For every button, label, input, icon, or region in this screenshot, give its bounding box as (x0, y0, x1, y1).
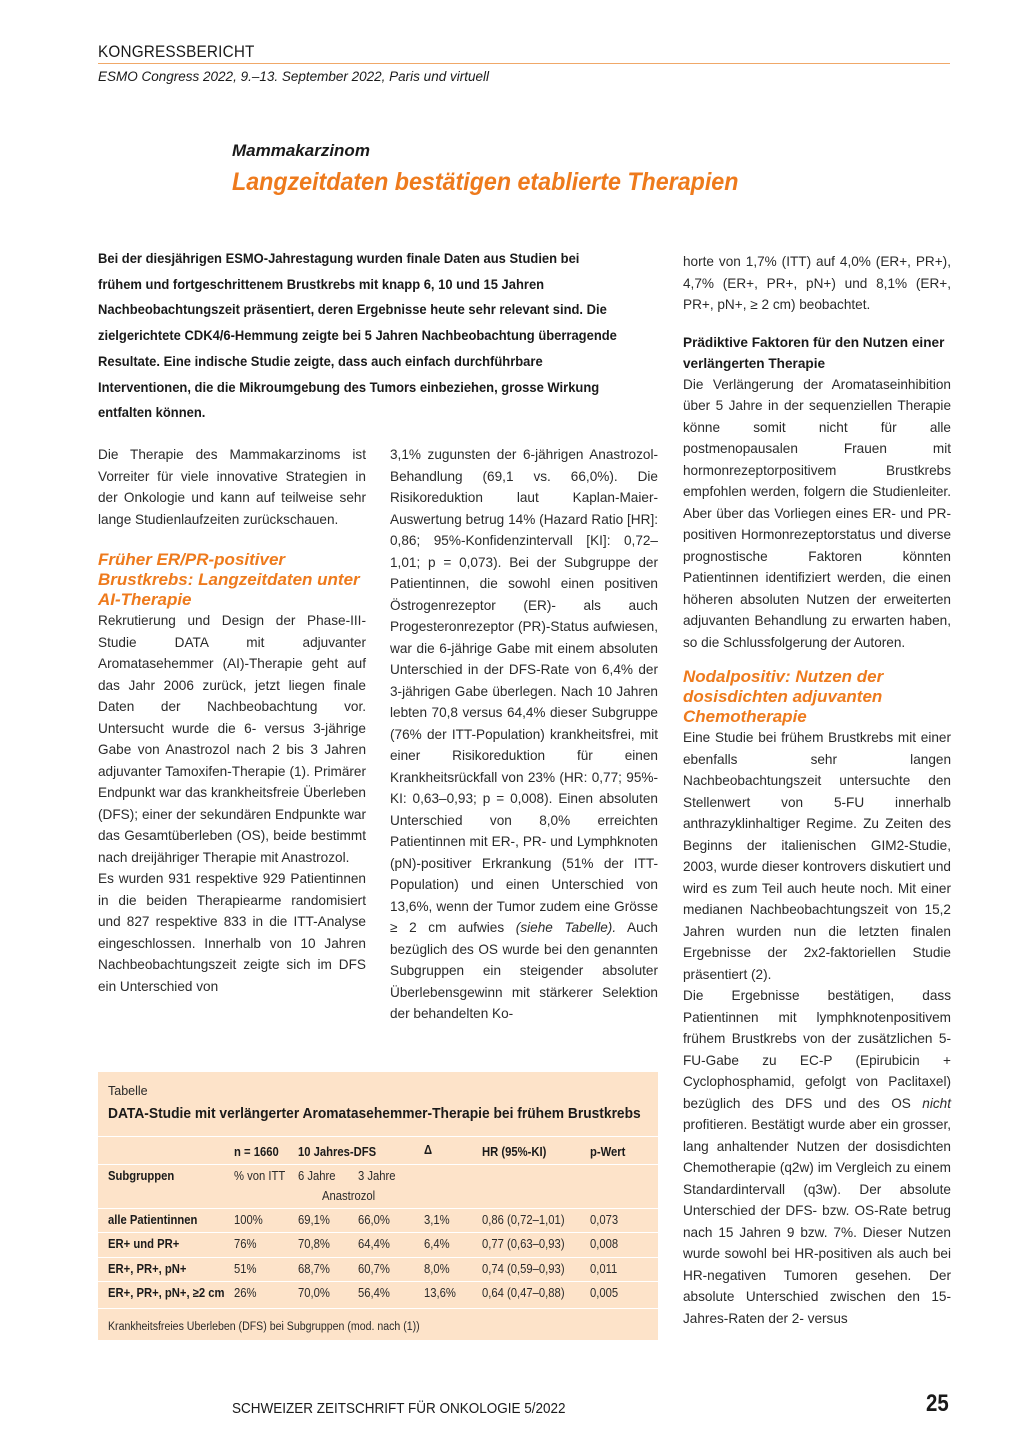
table-subheader-6y: 6 Jahre (298, 1169, 336, 1183)
table-cell-group: alle Patientinnen (108, 1213, 198, 1227)
table-cell-6y: 70,0% (298, 1286, 330, 1300)
table-cell-hr: 0,64 (0,47–0,88) (482, 1286, 565, 1300)
intro-paragraph: Die Therapie des Mammakarzinoms ist Vorreiter für viele innovative Strategien in der Onkologie und kann auf teilweise sehr lange Studienlaufzeiten zurückschauen. (98, 447, 366, 527)
table-header-hr: HR (95%-KI) (482, 1145, 547, 1159)
column-2 (390, 444, 658, 1025)
table-cell-delta: 8,0% (424, 1262, 450, 1276)
table-cell-3y: 64,4% (358, 1237, 390, 1251)
paragraph: Eine Studie bei frühem Brustkrebs mit einer ebenfalls sehr langen Nachbeobachtungszeit untersuchte den Stellenwert von 5-FU innerhalb anthrazyklinhaltiger Regime. Zu Zeiten des Beginns der italienischen GIM2-Studie, 2003, wurde dieser kontrovers diskutiert und wird es zum Teil auch heute noch. Mit einer medianen Nachbeobachtungszeit von 15,2 Jahren wurden nun die letzten finalen Ergebnisse der 2x2-faktoriellen Studie präsentiert (2). (683, 730, 951, 982)
table-subheader-pct: % von ITT (234, 1169, 286, 1183)
table-reference: (siehe Tabelle). (515, 920, 617, 935)
subheading-data-study: Früher ER/PR-positiver Brustkrebs: Langzeitdaten unter AI-Therapie (98, 550, 360, 609)
table-cell-p: 0,005 (590, 1286, 619, 1300)
table-cell-3y: 66,0% (358, 1213, 390, 1227)
lead-text: Bei der diesjährigen ESMO-Jahrestagung wurden finale Daten aus Studien bei frühem und fortgeschrittenem Brustkrebs mit knapp 6, 10 und 15 Jahren Nachbeobachtungszeit präsentiert, deren Ergebnisse heute sehr relevant sind. Die zielgerichtete CDK4/6-Hemmung zeigte bei 5 Jahren Nachbeobachtung überragende Resultate. Eine indische Studie zeigte, dass auch einfach durchführbare Interventionen, die die Mikroumgebung des Tumors einbeziehen, grosse Wirkung entfalten können. (98, 251, 617, 421)
table-rule (98, 1232, 658, 1233)
table-header-dfs: 10 Jahres-DFS (298, 1145, 377, 1159)
table-subheader-3y: 3 Jahre (358, 1169, 396, 1183)
table-cell-p: 0,073 (590, 1213, 619, 1227)
table-cell-hr: 0,86 (0,72–1,01) (482, 1213, 565, 1227)
table-cell-group: ER+, PR+, pN+ (108, 1262, 187, 1276)
table-cell-delta: 6,4% (424, 1237, 450, 1251)
table-header-p: p-Wert (590, 1145, 626, 1159)
table-cell-delta: 3,1% (424, 1213, 450, 1227)
table-cell-hr: 0,74 (0,59–0,93) (482, 1262, 565, 1276)
column-1 (98, 444, 366, 997)
table-cell-3y: 56,4% (358, 1286, 390, 1300)
table-subheader-group: Subgruppen (108, 1169, 175, 1183)
article-title: Langzeitdaten bestätigen etablierte Therapien (232, 168, 739, 196)
table-rule (98, 1257, 658, 1258)
table-cell-pct: 76% (234, 1237, 257, 1251)
table-cell-group: ER+ und PR+ (108, 1237, 180, 1251)
paragraph-text: Auch bezüglich des OS wurde bei den genannten Subgruppen ein steigender absoluter Überlebensgewinn mit stärkerer Selektion der behandelten Ko- (390, 920, 658, 1021)
table-label: Tabelle (108, 1084, 148, 1098)
table-rule (98, 1164, 658, 1165)
section-label: KONGRESSBERICHT (98, 42, 255, 61)
table-cell-6y: 70,8% (298, 1237, 330, 1251)
article-kicker: Mammakarzinom (232, 141, 370, 160)
table-cell-delta: 13,6% (424, 1286, 456, 1300)
table-rule (98, 1208, 658, 1209)
table-cell-pct: 51% (234, 1262, 257, 1276)
paragraph-text: 3,1% zugunsten der 6-jährigen Anastrozol-Behandlung (69,1 vs. 66,0%). Die Risikoreduktion laut Kaplan-Maier-Auswertung betrug 14% (Hazard Ratio [HR]: 0,86; 95%-Konfidenzintervall [KI]: 0,72–1,01; p = 0,073). Bei der Subgruppe der Patientinnen, die sowohl einen positiven Östrogenrezeptor (ER)- als auch Progesteronrezeptor (PR)-Status aufwiesen, war die 6-jährige Gabe mit einem absoluten Unterschied in der DFS-Rate von 6,4% der 3-jährigen Gabe überlegen. Nach 10 Jahren lebten 70,8 versus 64,4% dieser Subgruppe (76% der ITT-Population) krankheitsfrei, mit einer Risikoreduktion für einen Krankheitsrückfall von 23% (HR: 0,77; 95%-KI: 0,63–0,93; p = 0,008). Einen absoluten Unterschied von 8,0% erreichten Patientinnen mit ER-, PR- und Lymphknoten (pN)-positiver Erkrankung (51% der ITT-Population) und einen Unterschied von 13,6%, wenn der Tumor zudem eine Grösse ≥ 2 cm aufwies (390, 447, 658, 935)
table-rule (98, 1308, 658, 1309)
table-cell-6y: 68,7% (298, 1262, 330, 1276)
table-cell-group: ER+, PR+, pN+, ≥2 cm (108, 1286, 225, 1300)
table-cell-pct: 26% (234, 1286, 257, 1300)
paragraph: Rekrutierung und Design der Phase-III-Studie DATA mit adjuvanter Aromatasehemmer (AI)-Therapie geht auf das Jahr 2006 zurück, jetzt liegen finale Daten der Nachbeobachtung vor. Untersucht wurde die 6- versus 3-jährige Gabe von Anastrozol nach 2 bis 3 Jahren adjuvanter Tamoxifen-Therapie (1). Primärer Endpunkt war das krankheitsfreie Überleben (DFS); einer der sekundären Endpunkte war das Gesamtüberleben (OS), beide bestimmt nach dreijähriger Therapie mit Anastrozol. (98, 613, 366, 865)
table-rule (98, 1136, 658, 1137)
journal-footer: SCHWEIZER ZEITSCHRIFT FÜR ONKOLOGIE 5/2022 (232, 1400, 566, 1417)
table-rule (98, 1281, 658, 1282)
paragraph: horte von 1,7% (ITT) auf 4,0% (ER+, PR+), 4,7% (ER+, PR+, pN+) und 8,1% (ER+, PR+, pN+, ≥ 2 cm) beobachtet. (683, 254, 951, 312)
table-cell-3y: 60,7% (358, 1262, 390, 1276)
column-3 (683, 251, 951, 1329)
page-number: 25 (926, 1390, 949, 1417)
subheading-gim2: Nodalpositiv: Nutzen der dosisdichten adjuvanten Chemotherapie (683, 667, 884, 726)
data-table-box (98, 1072, 658, 1340)
emphasis: nicht (922, 1095, 951, 1111)
table-header-n: n = 1660 (234, 1145, 279, 1159)
paragraph-text: Die Ergebnisse bestätigen, dass Patientinnen mit lymphknotenpositivem frühem Brustkrebs von der zusätzlichen 5-FU-Gabe zu EC-P (Epirubicin + Cyclophosphamid, gefolgt von Paclitaxel) bezüglich des DFS und des OS (683, 988, 951, 1111)
paragraph (390, 444, 658, 1025)
table-title: DATA-Studie mit verlängerter Aromatasehemmer-Therapie bei frühem Brustkrebs (108, 1105, 641, 1122)
table-header-delta: Δ (424, 1143, 433, 1157)
table-cell-pct: 100% (234, 1213, 263, 1227)
paragraph (683, 985, 951, 1329)
table-cell-p: 0,011 (590, 1262, 618, 1276)
table-footnote: Krankheitsfreies Überleben (DFS) bei Subgruppen (mod. nach (1)) (108, 1321, 420, 1333)
event-line: ESMO Congress 2022, 9.–13. September 2022, Paris und virtuell (98, 69, 489, 84)
table-subheader-drug: Anastrozol (322, 1189, 376, 1203)
minor-heading: Prädiktive Faktoren für den Nutzen einer verlängerten Therapie (683, 334, 945, 371)
paragraph: Die Verlängerung der Aromataseinhibition über 5 Jahre in der sequenziellen Therapie könne somit nicht für alle postmenopausalen Frauen mit hormonrezeptorpositivem Brustkrebs empfohlen werden, folgern die Studienleiter. Aber über das Vorliegen eines ER- und PR-positiven Hormonrezeptorstatus und diverse prognostische Faktoren könnten Patientinnen identifiziert werden, die einen höheren absoluten Nutzen der erweiterten adjuvanten Behandlung zu erwarten haben, so die Schlussfolgerung der Autoren. (683, 376, 951, 650)
paragraph-text: profitieren. Bestätigt wurde aber ein grosser, lang anhaltender Nutzen der dosisdichten Chemotherapie (q2w) im Vergleich zu einem Standardintervall (q3w). Der absolute Unterschied der DFS- bzw. OS-Rate betrug nach 15 Jahren 9 bzw. 7%. Dieser Nutzen wurde sowohl bei HR-positiven als auch bei HR-negativen Tumoren gesehen. Der absolute Unterschied zwischen den 15-Jahres-Raten der 2- versus (683, 1117, 951, 1326)
table-cell-hr: 0,77 (0,63–0,93) (482, 1237, 565, 1251)
header-rule (98, 63, 950, 64)
paragraph: Es wurden 931 respektive 929 Patientinnen in die beiden Therapiearme randomisiert und 827 respektive 833 in die ITT-Analyse eingeschlossen. Innerhalb von 10 Jahren Nachbeobachtungszeit zeigte sich im DFS ein Unterschied von (98, 871, 366, 994)
article-lead (98, 246, 624, 426)
table-cell-p: 0,008 (590, 1237, 619, 1251)
table-cell-6y: 69,1% (298, 1213, 330, 1227)
